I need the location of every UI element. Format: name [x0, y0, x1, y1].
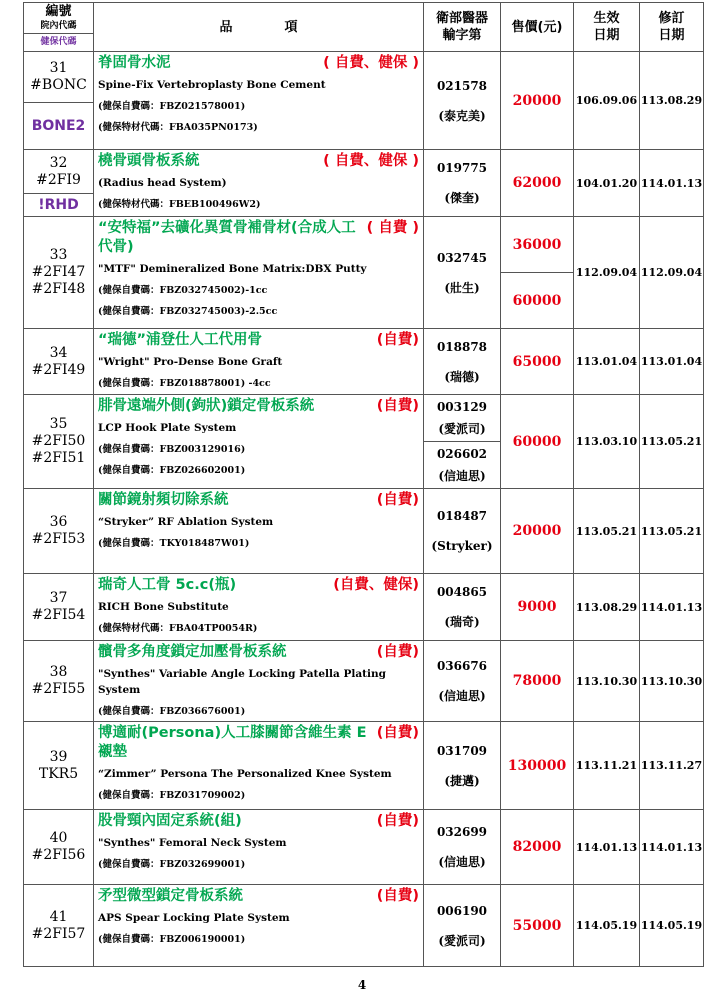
- price-cell: [501, 810, 574, 885]
- effective-date: 113.08.29: [574, 574, 640, 641]
- table-row: [24, 489, 704, 574]
- code-cell: [24, 489, 94, 574]
- license-cell: [424, 574, 501, 641]
- row-number: 34: [49, 344, 68, 361]
- item-name: “瑞德”浦登仕人工代用骨: [98, 332, 263, 348]
- header-license: 衛部醫器輸字第: [424, 3, 501, 52]
- license-cell: [424, 722, 501, 810]
- insurance-code-line: (健保自費碼：FBZ018878001) -4cc: [98, 378, 271, 389]
- payment-tag: (自費): [376, 644, 419, 660]
- code-cell: [24, 329, 94, 395]
- item-english-name: "Synthes" Femoral Neck System: [98, 837, 287, 849]
- license-cell: [424, 217, 501, 329]
- revised-date: 114.01.13: [640, 574, 704, 641]
- code-cell: [24, 885, 94, 967]
- license-cell: [424, 150, 501, 217]
- header-revised-date: 修訂日期: [640, 3, 704, 52]
- license-holder: (愛派司): [438, 933, 486, 948]
- row-number: 37: [49, 590, 68, 606]
- item-cell: [94, 574, 424, 641]
- table-row: [24, 885, 704, 967]
- price-cell: [501, 489, 574, 574]
- price-cell: [501, 150, 574, 217]
- item-english-name: (Radius head System): [98, 177, 227, 189]
- item-cell: [94, 722, 424, 810]
- item-name: 脊固骨水泥: [98, 55, 171, 71]
- license-cell: [424, 810, 501, 885]
- payment-tag: (自費): [376, 492, 419, 508]
- item-english-name: APS Spear Locking Plate System: [98, 912, 290, 924]
- table-row: [24, 329, 704, 395]
- hospital-code: #2FI9: [36, 171, 81, 188]
- hospital-code: TKR5: [38, 765, 79, 782]
- row-number: 41: [49, 908, 68, 925]
- page-number: 4: [357, 978, 367, 992]
- insurance-code-line: (健保自費碼：FBZ032745002)-1cc: [98, 285, 268, 296]
- license-number: 018487: [436, 509, 488, 523]
- price-cell: [501, 329, 574, 395]
- item-english-name: RICH Bone Substitute: [98, 601, 229, 613]
- row-number: 38: [49, 664, 68, 680]
- item-english-name: LCP Hook Plate System: [98, 422, 237, 434]
- code-cell: [24, 150, 94, 217]
- insurance-code-line: (健保自費碼：FBZ006190001): [98, 934, 246, 945]
- code-cell: [24, 217, 94, 329]
- insurance-code: !RHD: [24, 193, 93, 216]
- effective-date: 114.05.19: [574, 885, 640, 967]
- item-name: 腓骨遠端外側(鉤狀)鎖定骨板系統: [98, 398, 315, 414]
- row-number: 32: [49, 154, 68, 171]
- table-row: [24, 150, 704, 217]
- price-cell: [501, 217, 574, 329]
- insurance-code-line: (健保自費碼：FBZ021578001): [98, 101, 246, 112]
- item-name: 橈骨頭骨板系統: [98, 153, 200, 169]
- row-number: 36: [49, 514, 68, 530]
- code-cell: [24, 574, 94, 641]
- item-english-name: "Synthes" Variable Angle Locking Patella Plating System: [98, 668, 386, 696]
- item-cell: [94, 810, 424, 885]
- payment-tag: (自費): [376, 332, 419, 348]
- header-effective-date: 生效日期: [574, 3, 640, 52]
- license-number: 032745: [436, 250, 488, 265]
- table-row: [24, 395, 704, 489]
- row-number: 40: [49, 830, 68, 846]
- table-row: [24, 641, 704, 722]
- revised-date: 113.11.27: [640, 722, 704, 810]
- item-name: 股骨頸內固定系統(組): [98, 813, 242, 829]
- header-code: 編號 院內代碼 健保代碼: [24, 3, 94, 52]
- item-cell: [94, 217, 424, 329]
- item-cell: [94, 52, 424, 150]
- license-number: 006190: [436, 903, 488, 918]
- hospital-code: #2FI47: [31, 264, 86, 280]
- effective-date: 113.10.30: [574, 641, 640, 722]
- item-name: 博適耐(Persona)人工膝關節含維生素 E 襯墊: [98, 725, 367, 760]
- license-number: 031709: [436, 743, 488, 758]
- license-holder: (壯生): [444, 280, 480, 295]
- effective-date: 104.01.20: [574, 150, 640, 217]
- price-cell: [501, 395, 574, 489]
- license-number: 036676: [436, 659, 488, 673]
- revised-date: 112.09.04: [640, 217, 704, 329]
- license-cell: [424, 641, 501, 722]
- row-number: 35: [49, 416, 68, 432]
- code-cell: [24, 810, 94, 885]
- price-value: 36000: [501, 217, 573, 273]
- license-cell: [424, 885, 501, 967]
- header-item: 品 項: [94, 3, 424, 52]
- price-value: 9000: [517, 599, 557, 615]
- license-holder: (瑞德): [444, 369, 480, 384]
- item-cell: [94, 489, 424, 574]
- license-number: 021578: [436, 78, 488, 93]
- effective-date: 113.11.21: [574, 722, 640, 810]
- price-cell: [501, 52, 574, 150]
- insurance-code: BONE2: [24, 102, 93, 149]
- effective-date: 113.05.21: [574, 489, 640, 574]
- item-english-name: "MTF" Demineralized Bone Matrix:DBX Putty: [98, 263, 367, 275]
- license-cell: [424, 489, 501, 574]
- payment-tag: (自費): [376, 888, 419, 904]
- price-cell: [501, 885, 574, 967]
- hospital-code-b: #2FI51: [31, 450, 86, 466]
- license-number: 004865: [436, 585, 488, 599]
- payment-tag: ( 自費 ): [366, 220, 419, 236]
- item-name: 矛型微型鎖定骨板系統: [98, 888, 243, 904]
- insurance-code-line: (健保特材代碼：FBA04TP0054R): [98, 623, 258, 634]
- license-holder: (信迪思): [438, 689, 486, 703]
- price-value: 78000: [512, 673, 562, 689]
- price-value: 60000: [512, 433, 562, 450]
- price-value: 55000: [512, 917, 562, 934]
- row-number: 31: [49, 60, 68, 76]
- insurance-code-line: (健保自費碼：FBZ003129016): [98, 444, 246, 455]
- revised-date: 113.08.29: [640, 52, 704, 150]
- hospital-code: #2FI55: [31, 681, 86, 697]
- revised-date: 113.05.21: [640, 489, 704, 574]
- item-english-name: Spine-Fix Vertebroplasty Bone Cement: [98, 79, 326, 91]
- license-number: 018878: [436, 339, 488, 354]
- insurance-code-line: (健保自費碼：TKY018487W01): [98, 538, 250, 549]
- hospital-code: #2FI56: [31, 847, 86, 863]
- header-price: 售價(元): [501, 3, 574, 52]
- item-english-name: "Wright" Pro-Dense Bone Graft: [98, 356, 283, 368]
- price-cell: [501, 574, 574, 641]
- item-english-name: “Stryker” RF Ablation System: [98, 516, 274, 528]
- code-cell: [24, 395, 94, 489]
- insurance-code-line: (健保自費碼：FBZ026602001): [98, 465, 246, 476]
- insurance-code-line: (健保特材代碼：FBA035PN0173): [98, 122, 258, 133]
- revised-date: 114.05.19: [640, 885, 704, 967]
- code-cell: [24, 52, 94, 150]
- item-cell: [94, 150, 424, 217]
- license-cell: [424, 395, 501, 489]
- hospital-code: #2FI54: [31, 607, 86, 623]
- item-name: 髕骨多角度鎖定加壓骨板系統: [98, 644, 287, 660]
- license-holder: (泰克美): [438, 108, 486, 123]
- item-cell: [94, 329, 424, 395]
- revised-date: 113.05.21: [640, 395, 704, 489]
- hospital-code: #2FI49: [31, 361, 86, 378]
- price-value: 20000: [512, 92, 562, 109]
- hospital-code-b: #2FI48: [31, 281, 86, 297]
- payment-tag: (自費、健保): [333, 577, 419, 593]
- license-number: 019775: [436, 161, 488, 175]
- payment-tag: (自費): [376, 725, 419, 741]
- hospital-code: #2FI53: [31, 531, 86, 547]
- price-value: 130000: [507, 757, 567, 774]
- header-row: [24, 3, 704, 52]
- effective-date: 112.09.04: [574, 217, 640, 329]
- revised-date: 113.01.04: [640, 329, 704, 395]
- table-row: [24, 217, 704, 329]
- item-english-name: “Zimmer” Persona The Personalized Knee System: [98, 768, 392, 780]
- insurance-code-line: (健保自費碼：FBZ036676001): [98, 706, 246, 717]
- insurance-code-line: (健保自費碼：FBZ032699001): [98, 859, 246, 870]
- payment-tag: ( 自費、健保 ): [323, 55, 419, 71]
- hospital-code: #2FI50: [31, 433, 86, 449]
- effective-date: 114.01.13: [574, 810, 640, 885]
- row-number: 33: [49, 247, 68, 263]
- insurance-code-line: (健保特材代碼：FBEB100496W2): [98, 199, 261, 210]
- price-table: [23, 2, 704, 967]
- license-number: 032699: [436, 825, 488, 839]
- effective-date: 113.03.10: [574, 395, 640, 489]
- license-number: 026602: [436, 447, 488, 461]
- license-holder: (愛派司): [438, 422, 486, 436]
- table-row: [24, 810, 704, 885]
- license-cell: [424, 329, 501, 395]
- license-holder: (Stryker): [431, 539, 493, 553]
- license-holder: (傑奎): [444, 191, 480, 205]
- item-cell: [94, 641, 424, 722]
- hospital-code: #2FI57: [31, 925, 86, 942]
- insurance-code-line: (健保自費碼：FBZ031709002): [98, 790, 246, 801]
- item-name: 關節鏡射頻切除系統: [98, 492, 229, 508]
- revised-date: 114.01.13: [640, 150, 704, 217]
- revised-date: 114.01.13: [640, 810, 704, 885]
- table-row: [24, 722, 704, 810]
- code-cell: [24, 641, 94, 722]
- payment-tag: (自費): [376, 813, 419, 829]
- license-holder: (信迪思): [438, 855, 486, 869]
- table-row: [24, 52, 704, 150]
- price-value: 82000: [512, 839, 562, 855]
- item-cell: [94, 395, 424, 489]
- price-cell: [501, 641, 574, 722]
- item-cell: [94, 885, 424, 967]
- license-number: 003129: [436, 400, 488, 414]
- row-number: 39: [49, 748, 68, 765]
- item-name: 瑞奇人工骨 5c.c(瓶): [98, 577, 237, 593]
- code-cell: [24, 722, 94, 810]
- hospital-code: #BONC: [30, 77, 87, 93]
- table-row: [24, 574, 704, 641]
- license-holder: (瑞奇): [444, 615, 480, 629]
- revised-date: 113.10.30: [640, 641, 704, 722]
- license-holder: (捷邁): [444, 773, 480, 788]
- license-holder: (信迪思): [438, 469, 486, 483]
- payment-tag: ( 自費、健保 ): [323, 153, 419, 169]
- price-value: 62000: [512, 175, 562, 191]
- price-value: 60000: [512, 292, 562, 309]
- insurance-code-line: (健保自費碼：FBZ032745003)-2.5cc: [98, 306, 278, 317]
- effective-date: 106.09.06: [574, 52, 640, 150]
- effective-date: 113.01.04: [574, 329, 640, 395]
- price-value: 20000: [512, 523, 562, 539]
- price-cell: [501, 722, 574, 810]
- price-value: 65000: [512, 353, 562, 370]
- payment-tag: (自費): [376, 398, 419, 414]
- license-cell: [424, 52, 501, 150]
- item-name: “安特福”去礦化異質骨補骨材(合成人工代骨): [98, 220, 356, 255]
